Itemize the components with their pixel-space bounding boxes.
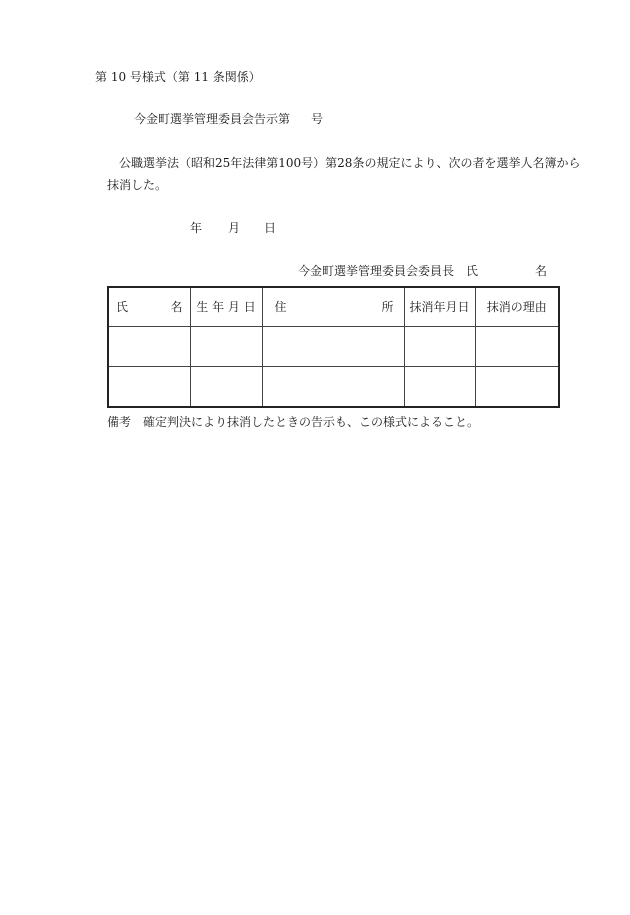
cell-name[interactable] (108, 367, 190, 408)
cell-removal-reason[interactable] (475, 327, 559, 367)
table-row (108, 327, 559, 367)
header-birth-date: 生 年 月 日 (190, 287, 262, 327)
remarks-note: 備考 確定判決により抹消したときの告示も、この様式によること。 (107, 415, 480, 429)
cell-address[interactable] (262, 327, 404, 367)
date-day: 日 (264, 221, 277, 235)
table-header-row (108, 287, 559, 327)
header-name-left: 氏 (116, 300, 129, 314)
table-row (108, 367, 559, 408)
issuer-name-suffix: 名 (535, 264, 548, 278)
cell-name[interactable] (108, 327, 190, 367)
cell-birth-date[interactable] (190, 327, 262, 367)
cell-birth-date[interactable] (190, 367, 262, 408)
date-year: 年 (190, 221, 203, 235)
header-removal-date: 抹消年月日 (404, 287, 475, 327)
header-name (108, 287, 190, 327)
notice-title: 今金町選挙管理委員会告示第 (134, 112, 291, 126)
cell-removal-reason[interactable] (475, 367, 559, 408)
header-address (262, 287, 404, 327)
date-month: 月 (228, 221, 241, 235)
notice-number-suffix: 号 (311, 112, 324, 126)
header-removal-reason: 抹消の理由 (475, 287, 559, 327)
header-address-left: 住 (274, 300, 287, 314)
body-text-line2: 抹消した。 (107, 178, 168, 192)
body-text-line1: 公職選挙法（昭和25年法律第100号）第28条の規定により、次の者を選挙人名簿から (119, 156, 581, 170)
header-address-right: 所 (381, 300, 394, 314)
cell-removal-date[interactable] (404, 367, 475, 408)
removal-register-table (107, 286, 560, 408)
form-number: 第 10 号様式（第 11 条関係） (95, 70, 261, 84)
issuer-title: 今金町選挙管理委員会委員長 氏 (298, 264, 479, 278)
cell-removal-date[interactable] (404, 327, 475, 367)
cell-address[interactable] (262, 367, 404, 408)
header-name-right: 名 (170, 300, 183, 314)
